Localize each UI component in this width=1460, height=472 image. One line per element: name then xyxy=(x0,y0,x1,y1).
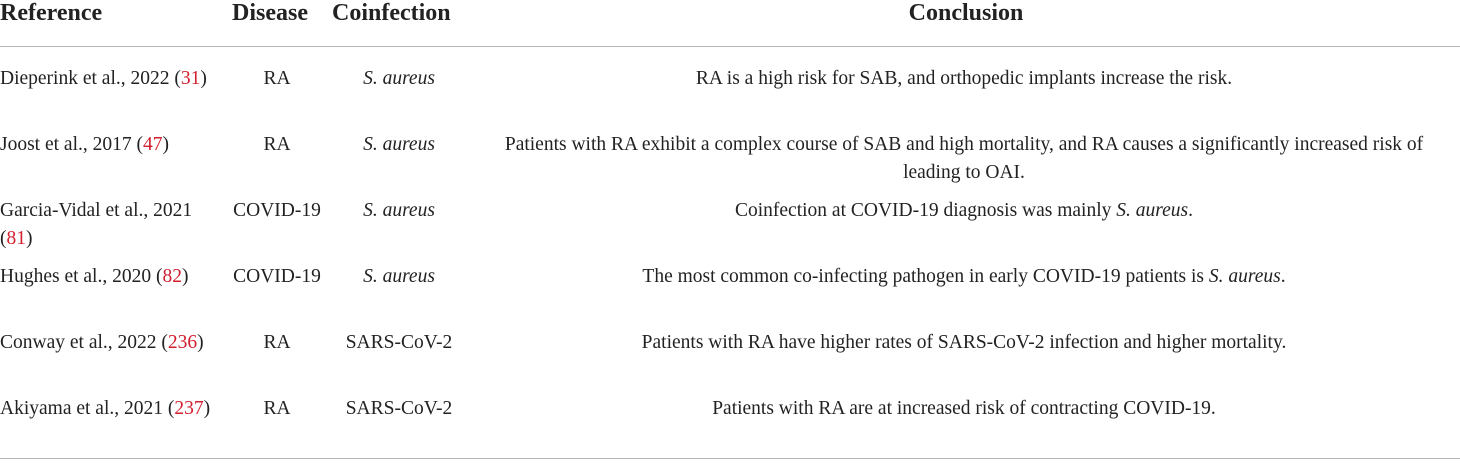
header-coinfection: Coinfection xyxy=(326,0,472,47)
table-row xyxy=(0,395,1460,459)
citation-link[interactable]: 236 xyxy=(167,331,198,353)
citation-close-paren: ) xyxy=(181,265,189,287)
reference-text: Conway et al., 2022 xyxy=(0,331,157,353)
conclusion-cell xyxy=(472,395,1460,459)
citation-open-paren: ( xyxy=(163,397,175,419)
reference-text: Dieperink et al., 2022 xyxy=(0,68,170,89)
conclusion-cell xyxy=(472,131,1460,197)
disease-cell: COVID-19 xyxy=(233,265,321,287)
reference-text: Akiyama et al., 2021 xyxy=(0,397,163,419)
conclusion-cell xyxy=(472,47,1460,131)
citation-close-paren: ) xyxy=(203,397,211,419)
reference-cell xyxy=(0,395,228,459)
reference-cell xyxy=(0,329,228,395)
citation-close-paren: ) xyxy=(162,133,169,155)
coinfection-cell: S. aureus xyxy=(363,199,435,221)
disease-cell: RA xyxy=(263,68,291,89)
reference-text: Garcia-Vidal et al., 2021 xyxy=(0,199,193,221)
citation-link[interactable]: 82 xyxy=(162,265,182,287)
coinfection-cell: S. aureus xyxy=(363,265,435,287)
table-row xyxy=(0,263,1460,329)
reference-cell xyxy=(0,263,228,329)
conclusion-cell xyxy=(472,263,1460,329)
conclusion-text: Patients with RA are at increased risk of contracting COVID-19. xyxy=(712,397,1216,419)
citation-open-paren: ( xyxy=(0,227,7,249)
conclusion-cell xyxy=(472,197,1460,263)
citation-open-paren: ( xyxy=(156,331,168,353)
citation-close-paren: ) xyxy=(197,331,204,353)
table-body xyxy=(0,47,1460,459)
coinfection-cell: SARS-CoV-2 xyxy=(345,331,453,353)
reference-text: Joost et al., 2017 xyxy=(0,133,132,155)
citation-link[interactable]: 81 xyxy=(6,227,26,249)
disease-cell: RA xyxy=(228,395,326,459)
disease-cell: RA xyxy=(263,133,291,155)
citation-open-paren: ( xyxy=(131,133,143,155)
table-row xyxy=(0,329,1460,395)
conclusion-text: Coinfection at COVID-19 diagnosis was mainly xyxy=(734,199,1117,221)
conclusion-text: The most common co-infecting pathogen in early COVID-19 patients is xyxy=(642,265,1209,287)
citation-open-paren: ( xyxy=(151,265,163,287)
coinfection-cell: S. aureus xyxy=(363,133,435,155)
conclusion-end: . xyxy=(1188,199,1193,221)
coinfection-cell: S. aureus xyxy=(363,68,435,89)
table-row xyxy=(0,131,1460,197)
header-row xyxy=(0,0,1460,47)
citation-close-paren: ) xyxy=(200,68,207,89)
header-conclusion: Conclusion xyxy=(472,0,1460,47)
header-disease: Disease xyxy=(228,0,326,47)
conclusion-organism: S. aureus xyxy=(1208,265,1281,287)
header-reference: Reference xyxy=(0,0,228,47)
disease-cell: RA xyxy=(263,331,291,353)
table-row xyxy=(0,197,1460,263)
disease-cell: COVID-19 xyxy=(233,199,321,221)
table-header xyxy=(0,0,1460,47)
conclusion-cell xyxy=(472,329,1460,395)
table-row xyxy=(0,47,1460,131)
conclusion-text: RA is a high risk for SAB, and orthopedic implants increase the risk. xyxy=(695,68,1233,89)
citation-link[interactable]: 47 xyxy=(143,133,163,155)
conclusion-organism: S. aureus xyxy=(1116,199,1189,221)
reference-cell xyxy=(0,197,228,263)
citation-link[interactable]: 237 xyxy=(174,397,204,419)
conclusion-text: Patients with RA exhibit a complex course of SAB and high mortality, and RA causes a significantly increased risk of leading to OAI. xyxy=(504,133,1424,183)
reference-cell xyxy=(0,131,228,197)
citation-close-paren: ) xyxy=(26,227,33,249)
reference-text: Hughes et al., 2020 xyxy=(0,265,152,287)
conclusion-text: Patients with RA have higher rates of SARS-CoV-2 infection and higher mortality. xyxy=(641,331,1287,353)
citation-open-paren: ( xyxy=(169,68,181,89)
coinfection-cell: SARS-CoV-2 xyxy=(326,395,472,459)
citation-link[interactable]: 31 xyxy=(180,68,201,89)
conclusion-end: . xyxy=(1280,265,1286,287)
reference-cell xyxy=(0,47,228,131)
